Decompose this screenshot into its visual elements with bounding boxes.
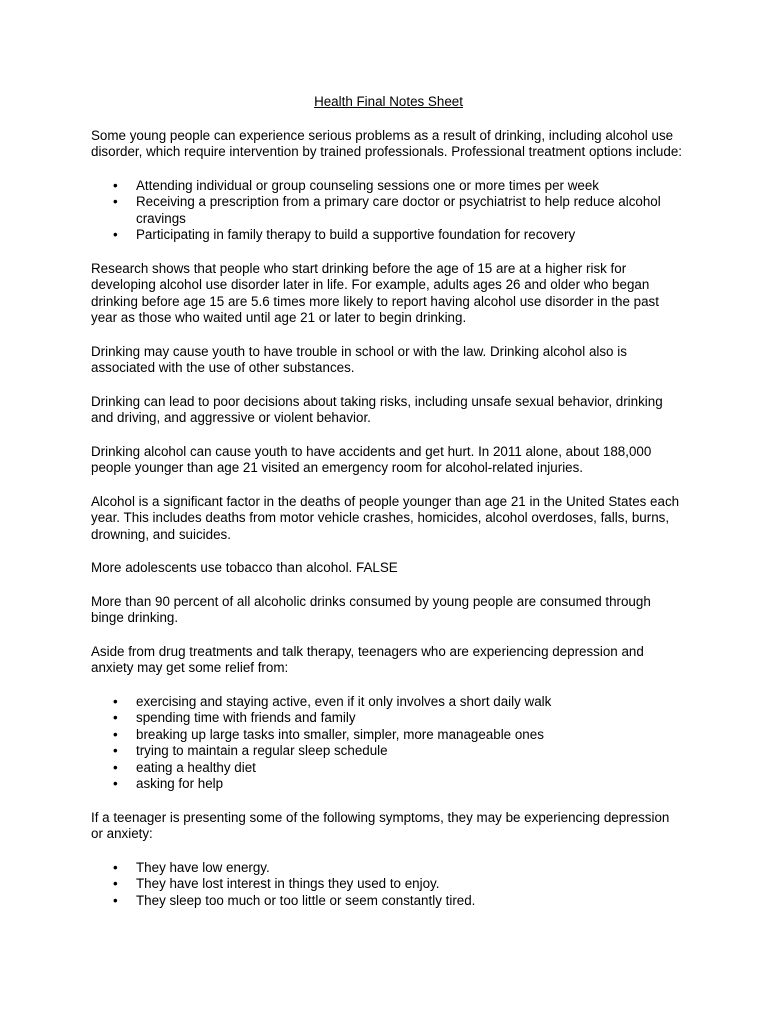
list-item: • asking for help <box>91 776 682 793</box>
paragraph-poor-decisions: Drinking can lead to poor decisions about taking risks, including unsafe sexual behavior, drinking and driving, and aggressive or violent behavior. <box>91 393 663 425</box>
list-item: • trying to maintain a regular sleep schedule <box>91 743 682 760</box>
list-item: • spending time with friends and family <box>91 710 682 727</box>
list-item: • breaking up large tasks into smaller, simpler, more manageable ones <box>91 727 682 744</box>
list-item: • exercising and staying active, even if it only involves a short daily walk <box>91 694 682 711</box>
list-item: • eating a healthy diet <box>91 760 682 777</box>
paragraph-school-law: Drinking may cause youth to have trouble in school or with the law. Drinking alcohol also is associated with the use of other substances. <box>91 343 627 375</box>
paragraph-early-drinking-research: Research shows that people who start drinking before the age of 15 are at a higher risk for developing alcohol use disorder later in life. For example, adults ages 26 and older who began drinking before age 15 are 5.6 times more likely to report having alcohol use disorder in the past year as those who waited until age 21 or later to begin drinking. <box>91 260 659 325</box>
paragraph-deaths: Alcohol is a significant factor in the deaths of people younger than age 21 in the United States each year. This includes deaths from motor vehicle crashes, homicides, alcohol overdoses, falls, burns, drowning, and suicides. <box>91 493 680 542</box>
list-item: • Attending individual or group counseling sessions one or more times per week <box>91 178 682 195</box>
list-item: • They sleep too much or too little or seem constantly tired. <box>91 893 682 910</box>
list-item: • Receiving a prescription from a primary care doctor or psychiatrist to help reduce alcohol cravings <box>91 194 682 227</box>
relief-options-list <box>91 694 682 793</box>
paragraph-depression-relief-intro: Aside from drug treatments and talk therapy, teenagers who are experiencing depression and anxiety may get some relief from: <box>91 643 644 675</box>
paragraph-binge-drinking: More than 90 percent of all alcoholic drinks consumed by young people are consumed through binge drinking. <box>91 593 651 625</box>
paragraph-symptoms-intro: If a teenager is presenting some of the following symptoms, they may be experiencing depression or anxiety: <box>91 809 670 841</box>
paragraph-tobacco-false: More adolescents use tobacco than alcohol. FALSE <box>91 560 398 575</box>
list-item: • They have lost interest in things they used to enjoy. <box>91 876 682 893</box>
paragraph-treatment-intro: Some young people can experience serious problems as a result of drinking, including alcohol use disorder, which require intervention by trained professionals. Professional treatment options include: <box>91 127 682 159</box>
document-title: Health Final Notes Sheet <box>314 94 463 109</box>
paragraph-accidents: Drinking alcohol can cause youth to have accidents and get hurt. In 2011 alone, about 188,000 people younger than age 21 visited an emergency room for alcohol-related injuries. <box>91 443 652 475</box>
treatment-options-list <box>91 178 682 244</box>
list-item: • Participating in family therapy to build a supportive foundation for recovery <box>91 227 682 244</box>
symptoms-list <box>91 860 682 910</box>
list-item: • They have low energy. <box>91 860 682 877</box>
